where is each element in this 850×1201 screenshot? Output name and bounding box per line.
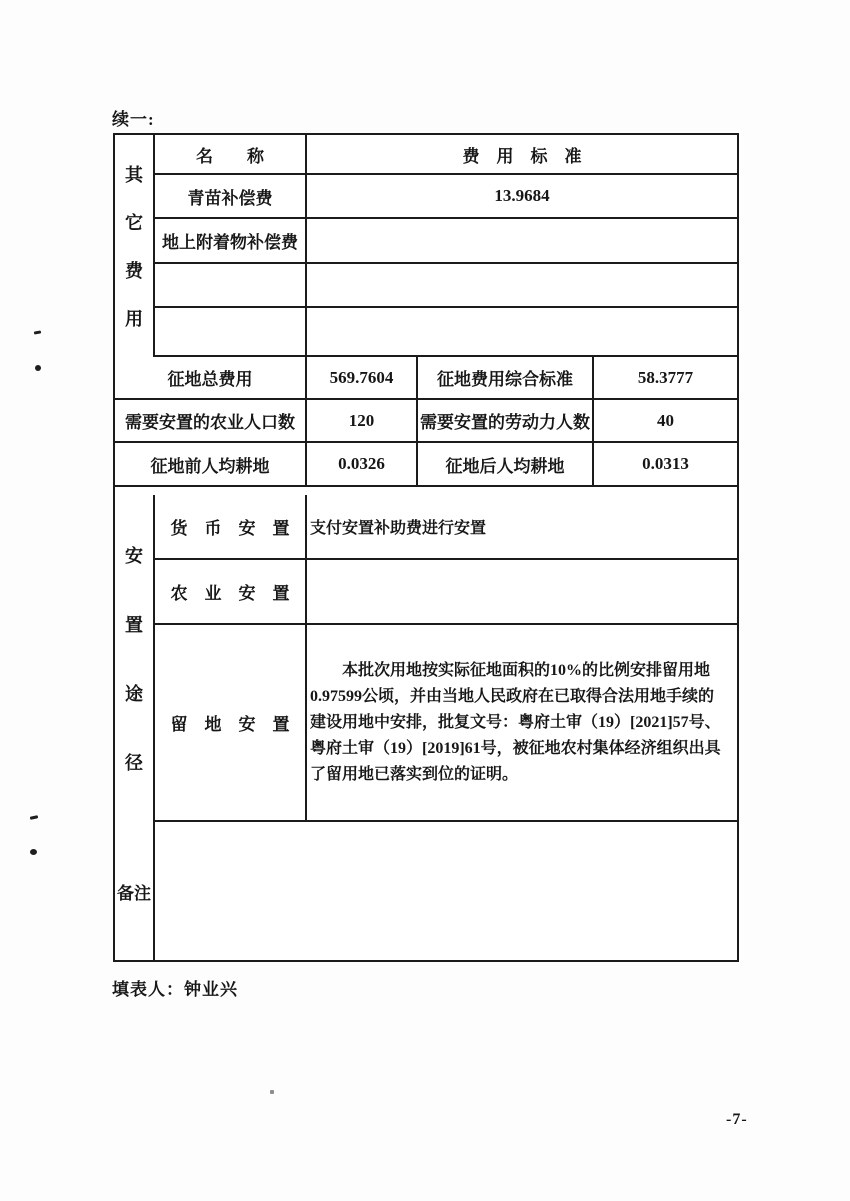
remarks-content	[155, 822, 737, 960]
other-fees-vertical-header	[115, 135, 155, 357]
other-fees-rows	[155, 135, 737, 357]
resettlement-section	[115, 495, 737, 822]
land-acquisition-table	[113, 133, 739, 962]
scan-speck	[34, 330, 41, 334]
name-column-header: 名 称	[155, 135, 307, 173]
other-fees-section	[115, 135, 737, 357]
summary-value: 40	[657, 410, 674, 430]
summary-label: 征地后人均耕地	[418, 443, 594, 485]
remarks-header: 备注	[115, 822, 155, 960]
fee-value	[307, 308, 737, 355]
summary-value: 0.0326	[307, 443, 418, 485]
resettlement-description	[307, 560, 737, 623]
other-fees-header-row	[155, 135, 737, 175]
resettlement-type: 货 币 安 置	[155, 495, 307, 558]
table-row	[115, 443, 737, 487]
fee-name: 青苗补偿费	[155, 175, 307, 217]
resettlement-description	[307, 625, 737, 820]
vertical-header-char: 安	[125, 546, 143, 566]
scan-speck	[30, 815, 38, 820]
vertical-header-char: 径	[125, 753, 143, 773]
table-row	[155, 264, 737, 308]
preparer-label: 填表人：钟业兴	[112, 980, 238, 999]
summary-label: 征地前人均耕地	[115, 443, 307, 485]
table-row	[155, 625, 737, 822]
summary-label: 征地费用综合标准	[418, 357, 594, 398]
vertical-header-char: 它	[125, 213, 143, 233]
summary-section	[115, 357, 737, 495]
vertical-header-char: 途	[125, 684, 143, 704]
resettlement-type: 留 地 安 置	[155, 625, 307, 820]
resettlement-type: 农 业 安 置	[155, 560, 307, 623]
table-row	[155, 495, 737, 560]
table-row	[155, 308, 737, 357]
scan-speck	[30, 849, 37, 855]
resettlement-rows	[155, 495, 737, 822]
scan-speck	[270, 1090, 274, 1094]
summary-value: 120	[307, 400, 418, 441]
scan-speck	[35, 365, 41, 371]
fee-standard-column-header: 费 用 标 准	[462, 146, 582, 166]
summary-value: 569.7604	[307, 357, 418, 398]
table-row	[155, 175, 737, 219]
table-row	[115, 357, 737, 400]
summary-label: 需要安置的农业人口数	[115, 400, 307, 441]
page-number: -7-	[726, 1111, 748, 1128]
vertical-header-char: 其	[125, 165, 143, 185]
fee-name	[155, 264, 307, 306]
vertical-header-char: 置	[125, 615, 143, 635]
vertical-header-char: 费	[125, 261, 143, 281]
summary-value: 58.3777	[637, 367, 694, 387]
table-row	[155, 560, 737, 625]
reserved-land-paragraph: 本批次用地按实际征地面积的10%的比例安排留用地0.97599公顷，并由当地人民政府在已取得合法用地手续的建设用地中安排，批复文号：粤府土审（19）[2021]57号、粤府土审（19）[2019]61号，被征地农村集体经济组织出具了留用地已落实到位的证明。	[310, 661, 721, 783]
fee-name	[155, 308, 307, 355]
summary-label: 需要安置的劳动力人数	[418, 400, 594, 441]
summary-value: 0.0313	[642, 454, 689, 473]
fee-value	[307, 264, 737, 306]
table-row	[115, 400, 737, 443]
table-row	[155, 219, 737, 264]
fee-value: 13.9684	[494, 186, 550, 205]
resettlement-description: 支付安置补助费进行安置	[310, 520, 487, 537]
remarks-section	[115, 822, 737, 960]
vertical-header-char: 用	[125, 309, 143, 329]
continuation-label: 续一:	[112, 110, 155, 129]
summary-label: 征地总费用	[115, 357, 307, 398]
fee-value	[307, 219, 737, 262]
resettlement-vertical-header	[115, 495, 155, 822]
fee-name: 地上附着物补偿费	[155, 219, 307, 262]
